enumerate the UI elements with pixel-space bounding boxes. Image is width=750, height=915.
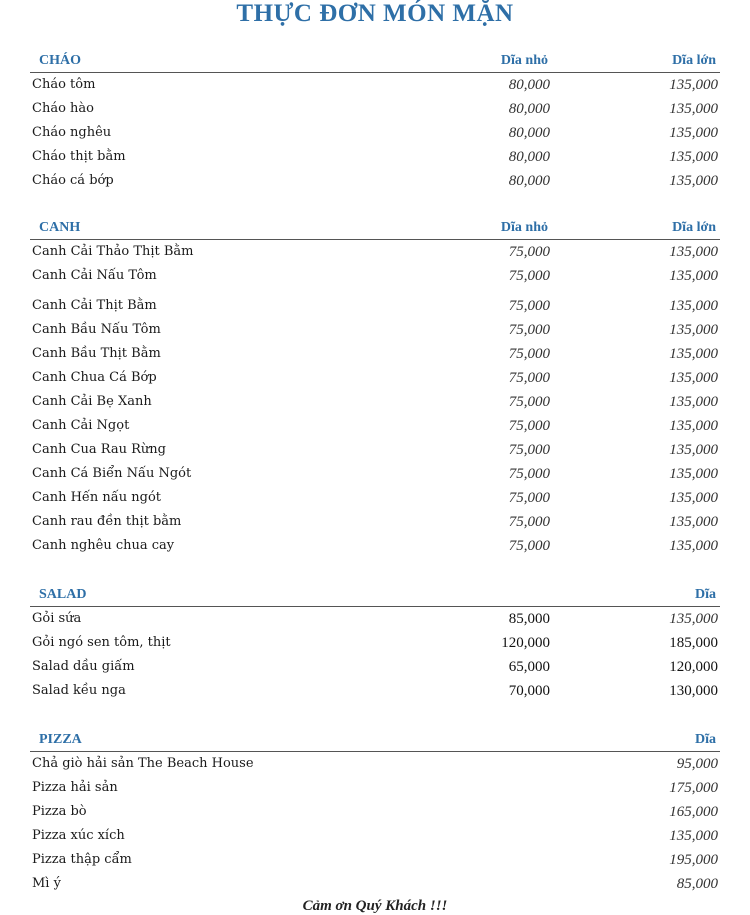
price-large: 135,000: [669, 418, 718, 434]
item-name: Cháo cá bớp: [32, 173, 114, 188]
price-small: 75,000: [508, 466, 550, 482]
price-large: 135,000: [669, 611, 718, 627]
price-large: 135,000: [669, 346, 718, 362]
menu-row: [30, 607, 720, 631]
price-large: 135,000: [669, 298, 718, 314]
menu-row: [30, 679, 720, 703]
menu-row: [30, 752, 720, 776]
section-header: [30, 586, 720, 607]
price-small: 80,000: [508, 77, 550, 93]
price-large: 135,000: [669, 149, 718, 165]
price-small: 75,000: [508, 418, 550, 434]
section-title: PIZZA: [39, 732, 82, 747]
item-name: Gỏi ngó sen tôm, thịt: [32, 635, 171, 650]
menu-row: [30, 145, 720, 169]
item-name: Canh Cải Bẹ Xanh: [32, 394, 152, 409]
item-name: Canh nghêu chua cay: [32, 538, 175, 553]
item-name: Chả giò hải sản The Beach House: [32, 756, 254, 771]
section-header: [30, 731, 720, 752]
price-large: 135,000: [669, 828, 718, 844]
price-large: 135,000: [669, 538, 718, 554]
price-large: 135,000: [669, 466, 718, 482]
item-name: Canh Cá Biển Nấu Ngót: [32, 466, 192, 481]
section-header: [30, 52, 720, 73]
menu-row: [30, 264, 720, 294]
item-name: Canh Cải Ngọt: [32, 418, 130, 433]
item-name: Canh Bầu Nấu Tôm: [32, 322, 161, 337]
price-small: 75,000: [508, 442, 550, 458]
menu-row: [30, 824, 720, 848]
price-large: 185,000: [669, 635, 718, 651]
price-large: 85,000: [676, 876, 718, 892]
section-salad: [30, 586, 720, 703]
item-name: Cháo tôm: [32, 77, 96, 92]
item-name: Canh rau đền thịt bằm: [32, 514, 182, 529]
section-title: CHÁO: [39, 53, 81, 68]
price-large: 135,000: [669, 490, 718, 506]
price-large: 135,000: [669, 394, 718, 410]
item-name: Cháo hào: [32, 101, 94, 116]
price-large: 135,000: [669, 77, 718, 93]
price-small: 75,000: [508, 490, 550, 506]
price-small: 85,000: [508, 611, 550, 627]
price-small: 80,000: [508, 125, 550, 141]
price-large: 135,000: [669, 322, 718, 338]
menu-row: [30, 534, 720, 558]
menu-row: [30, 800, 720, 824]
price-small: 70,000: [508, 683, 550, 699]
menu-row: [30, 121, 720, 145]
menu-row: [30, 462, 720, 486]
menu-row: [30, 776, 720, 800]
item-name: Salad dầu giấm: [32, 659, 135, 674]
menu-row: [30, 169, 720, 193]
price-large: 135,000: [669, 101, 718, 117]
item-name: Canh Cải Nấu Tôm: [32, 268, 157, 283]
menu-row: [30, 294, 720, 318]
column-header-plate: Dĩa: [695, 732, 716, 747]
price-small: 75,000: [508, 298, 550, 314]
menu-row: [30, 655, 720, 679]
price-large: 135,000: [669, 268, 718, 284]
section-title: CANH: [39, 220, 81, 235]
column-header-small-plate: Dĩa nhỏ: [500, 220, 548, 235]
item-name: Canh Bầu Thịt Bằm: [32, 346, 161, 361]
price-small: 65,000: [508, 659, 550, 675]
price-large: 135,000: [669, 370, 718, 386]
menu-row: [30, 872, 720, 896]
item-name: Canh Chua Cá Bớp: [32, 370, 157, 385]
price-small: 80,000: [508, 101, 550, 117]
item-name: Mì ý: [32, 876, 61, 891]
price-large: 135,000: [669, 244, 718, 260]
item-name: Canh Cua Rau Rừng: [32, 442, 166, 457]
column-header-plate: Dĩa: [695, 587, 716, 602]
menu-row: [30, 97, 720, 121]
section-pizza: [30, 731, 720, 896]
menu-row: [30, 366, 720, 390]
item-name: Pizza hải sản: [32, 780, 118, 795]
price-large: 135,000: [669, 125, 718, 141]
menu-row: [30, 414, 720, 438]
menu-row: [30, 342, 720, 366]
menu-row: [30, 631, 720, 655]
price-small: 80,000: [508, 173, 550, 189]
item-name: Pizza bò: [32, 804, 87, 819]
section-canh: [30, 219, 720, 558]
price-small: 75,000: [508, 370, 550, 386]
item-name: Cháo thịt bằm: [32, 149, 126, 164]
item-name: Canh Cải Thảo Thịt Bằm: [32, 244, 194, 259]
section-chao: [30, 52, 720, 193]
column-header-large-plate: Dĩa lớn: [672, 220, 716, 235]
section-header: [30, 219, 720, 240]
price-large: 135,000: [669, 173, 718, 189]
price-small: 120,000: [501, 635, 550, 651]
column-header-small-plate: Dĩa nhỏ: [500, 53, 548, 68]
item-name: Cháo nghêu: [32, 125, 112, 140]
footer-thanks: Cảm ơn Quý Khách !!!: [302, 898, 448, 914]
section-title: SALAD: [39, 587, 87, 602]
price-large: 175,000: [669, 780, 718, 796]
price-large: 95,000: [676, 756, 718, 772]
price-large: 165,000: [669, 804, 718, 820]
item-name: Canh Cải Thịt Bằm: [32, 298, 157, 313]
price-small: 75,000: [508, 322, 550, 338]
price-small: 80,000: [508, 149, 550, 165]
page-title: THỰC ĐƠN MÓN MẶN: [236, 0, 514, 27]
menu-row: [30, 486, 720, 510]
menu-row: [30, 390, 720, 414]
item-name: Salad kều nga: [32, 683, 126, 698]
menu-row: [30, 318, 720, 342]
menu-row: [30, 73, 720, 97]
item-name: Pizza thập cẩm: [32, 852, 132, 867]
item-name: Gỏi sứa: [32, 611, 82, 626]
price-small: 75,000: [508, 268, 550, 284]
menu-row: [30, 438, 720, 462]
price-small: 75,000: [508, 514, 550, 530]
price-large: 195,000: [669, 852, 718, 868]
price-large: 135,000: [669, 514, 718, 530]
price-small: 75,000: [508, 346, 550, 362]
price-small: 75,000: [508, 538, 550, 554]
menu-row: [30, 848, 720, 872]
item-name: Pizza xúc xích: [32, 828, 125, 843]
price-large: 130,000: [669, 683, 718, 699]
item-name: Canh Hến nấu ngót: [32, 490, 162, 505]
price-small: 75,000: [508, 394, 550, 410]
price-large: 135,000: [669, 442, 718, 458]
column-header-large-plate: Dĩa lớn: [672, 53, 716, 68]
price-small: 75,000: [508, 244, 550, 260]
menu-row: [30, 510, 720, 534]
price-large: 120,000: [669, 659, 718, 675]
menu-row: [30, 240, 720, 264]
